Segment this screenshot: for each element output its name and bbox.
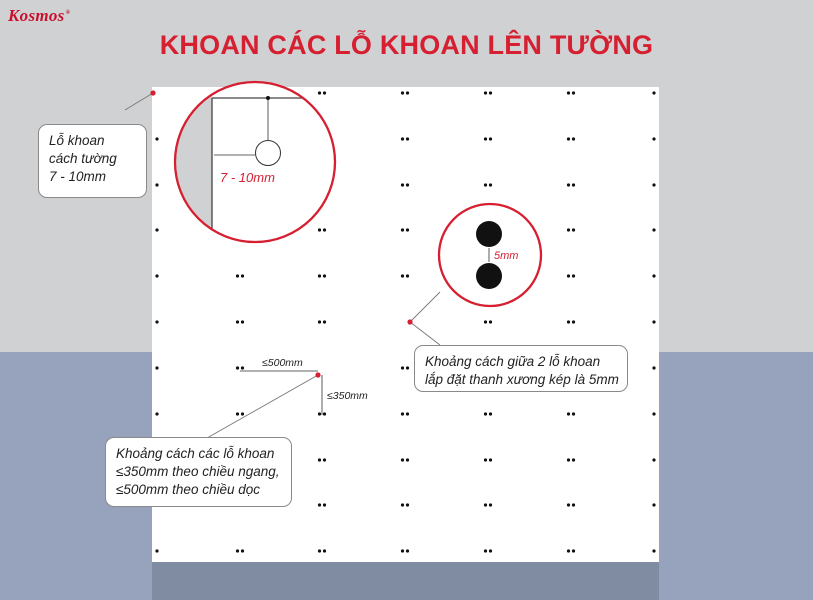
drill-hole [241,366,244,369]
drill-hole [572,91,575,94]
drill-hole [241,274,244,277]
kosmos-logo [8,6,70,26]
drill-hole [567,458,570,461]
drill-hole [406,366,409,369]
drill-hole [406,91,409,94]
drill-hole [155,274,158,277]
drill-hole [401,274,404,277]
drill-hole [484,183,487,186]
callout-line: lắp đặt thanh xương kép là 5mm [425,372,619,387]
drill-hole [318,549,321,552]
drill-hole [406,549,409,552]
drill-hole [572,412,575,415]
drill-hole [652,503,655,506]
magnified-hole-upper [476,221,502,247]
drill-hole [567,320,570,323]
drill-hole [323,91,326,94]
drill-hole [318,458,321,461]
drill-hole [155,228,158,231]
drill-hole [406,228,409,231]
vertical-spacing-label: ≤350mm [327,390,368,402]
drill-hole [323,503,326,506]
highlight-hole-wall [150,90,155,95]
drill-hole [323,274,326,277]
drill-hole [323,458,326,461]
drill-hole [572,458,575,461]
drill-hole [401,91,404,94]
drill-hole [323,549,326,552]
drill-hole [155,549,158,552]
magnified-hole-lower [476,263,502,289]
drill-hole [155,412,158,415]
drill-hole [318,91,321,94]
drill-hole [241,412,244,415]
drill-hole [489,503,492,506]
drill-hole [484,503,487,506]
drill-hole [567,503,570,506]
drill-hole [318,503,321,506]
drill-hole [318,412,321,415]
drill-hole [489,412,492,415]
drill-hole [401,549,404,552]
magnified-drill-hole [256,141,281,166]
logo-text: Kosmos [8,6,65,25]
drill-hole [652,320,655,323]
drill-hole [401,137,404,140]
drill-hole [155,320,158,323]
callout-line: Khoảng cách giữa 2 lỗ khoan [425,354,601,369]
drill-hole [236,366,239,369]
drill-hole [241,549,244,552]
callout-wall-distance [38,124,147,198]
drill-hole [652,549,655,552]
drill-hole [484,320,487,323]
callout-line: ≤350mm theo chiều ngang, [116,464,280,479]
drill-hole [155,366,158,369]
drill-hole [567,228,570,231]
magnified-top-marker [266,96,270,100]
drill-hole [406,183,409,186]
drill-hole [652,458,655,461]
drill-hole [572,137,575,140]
drill-hole [401,183,404,186]
drill-hole [572,549,575,552]
drill-hole [484,412,487,415]
drill-hole [318,228,321,231]
drill-hole [406,412,409,415]
page-title: KHOAN CÁC LỖ KHOAN LÊN TƯỜNG [159,30,654,60]
drill-hole [572,320,575,323]
drill-hole [323,412,326,415]
registered-mark: ® [65,10,71,17]
drill-hole [323,228,326,231]
drill-hole [489,183,492,186]
callout-line: ≤500mm theo chiều dọc [116,482,260,497]
drill-hole [489,458,492,461]
drill-hole [567,412,570,415]
drill-hole [489,320,492,323]
callout-double-stud [414,345,628,392]
drill-hole [236,412,239,415]
drill-hole [241,320,244,323]
highlight-hole-double [407,319,412,324]
drill-hole [489,91,492,94]
drill-hole [406,137,409,140]
drill-hole [318,320,321,323]
drill-hole [406,274,409,277]
drill-hole [567,183,570,186]
horizontal-spacing-label: ≤500mm [262,357,303,369]
drill-hole [484,137,487,140]
drill-hole [401,228,404,231]
magnifier-double-ring [439,204,541,306]
drill-hole [572,274,575,277]
wall-offset-label: 7 - 10mm [220,170,275,185]
drill-hole [489,137,492,140]
drill-hole [652,91,655,94]
drill-hole [567,91,570,94]
drill-hole [155,183,158,186]
highlight-hole-spacing [315,372,320,377]
drill-hole [652,228,655,231]
drill-hole [484,549,487,552]
drill-hole [567,137,570,140]
drill-hole [318,274,321,277]
drill-hole [652,137,655,140]
callout-line: Khoảng cách các lỗ khoan [116,446,275,461]
drill-hole [652,183,655,186]
callout-line: Lỗ khoan [49,133,105,148]
drill-hole [323,320,326,323]
drill-hole [484,91,487,94]
drill-hole [236,274,239,277]
drill-hole [406,458,409,461]
drill-hole [236,320,239,323]
drill-hole [155,137,158,140]
drill-hole [401,366,404,369]
drill-hole [401,458,404,461]
drill-hole [489,549,492,552]
drill-hole [572,228,575,231]
drill-hole [652,366,655,369]
drill-hole [236,549,239,552]
callout-line: 7 - 10mm [49,169,107,184]
double-gap-label: 5mm [494,250,519,262]
drill-hole [572,183,575,186]
callout-line: cách tường [49,151,117,166]
drill-hole [401,412,404,415]
drill-hole [652,412,655,415]
callout-spacing [105,437,292,507]
drill-hole [406,503,409,506]
drill-hole [567,274,570,277]
floor-strip [152,562,659,600]
drill-hole [567,549,570,552]
drill-hole [484,458,487,461]
drill-hole [572,503,575,506]
drill-hole [401,503,404,506]
magnifier-double-hole [439,204,541,306]
drill-hole [652,274,655,277]
